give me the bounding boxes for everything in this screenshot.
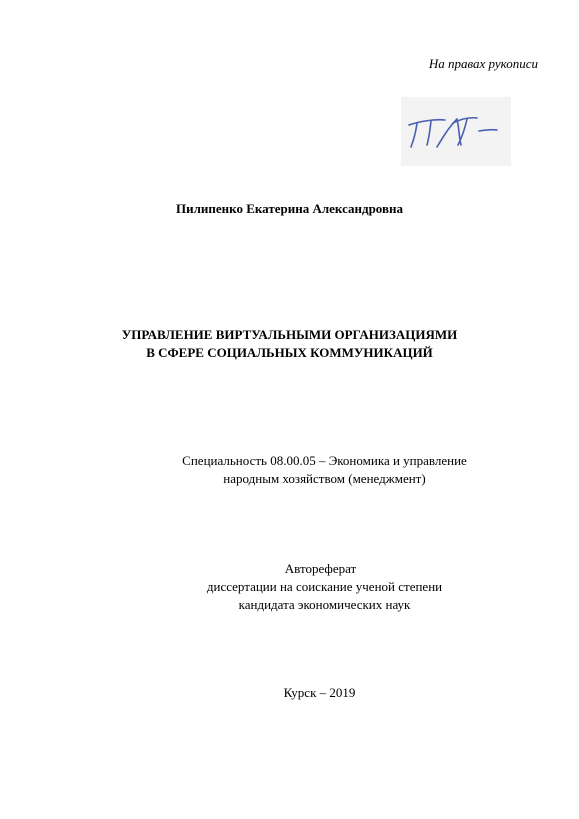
place-and-year: Курск – 2019 — [283, 685, 356, 700]
author-name: Пилипенко Екатерина Александровна — [176, 201, 403, 216]
abstract-line-3: кандидата экономических наук — [238, 597, 411, 612]
signature-image — [401, 97, 511, 166]
abstract-line-1: Автореферат — [284, 561, 357, 576]
abstract-block — [0, 560, 579, 614]
manuscript-rights-note: На правах рукописи — [428, 56, 538, 71]
dissertation-title — [0, 326, 579, 362]
specialty-block — [0, 452, 579, 488]
author-signature — [401, 97, 511, 166]
specialty-line-2: народным хозяйством (менеджмент) — [223, 471, 426, 486]
abstract-line-2: диссертации на соискание ученой степени — [206, 579, 443, 594]
specialty-line-1: Специальность 08.00.05 – Экономика и управление — [182, 453, 467, 468]
title-line-1: УПРАВЛЕНИЕ ВИРТУАЛЬНЫМИ ОРГАНИЗАЦИЯМИ — [121, 327, 458, 342]
title-line-2: В СФЕРЕ СОЦИАЛЬНЫХ КОММУНИКАЦИЙ — [146, 345, 433, 360]
